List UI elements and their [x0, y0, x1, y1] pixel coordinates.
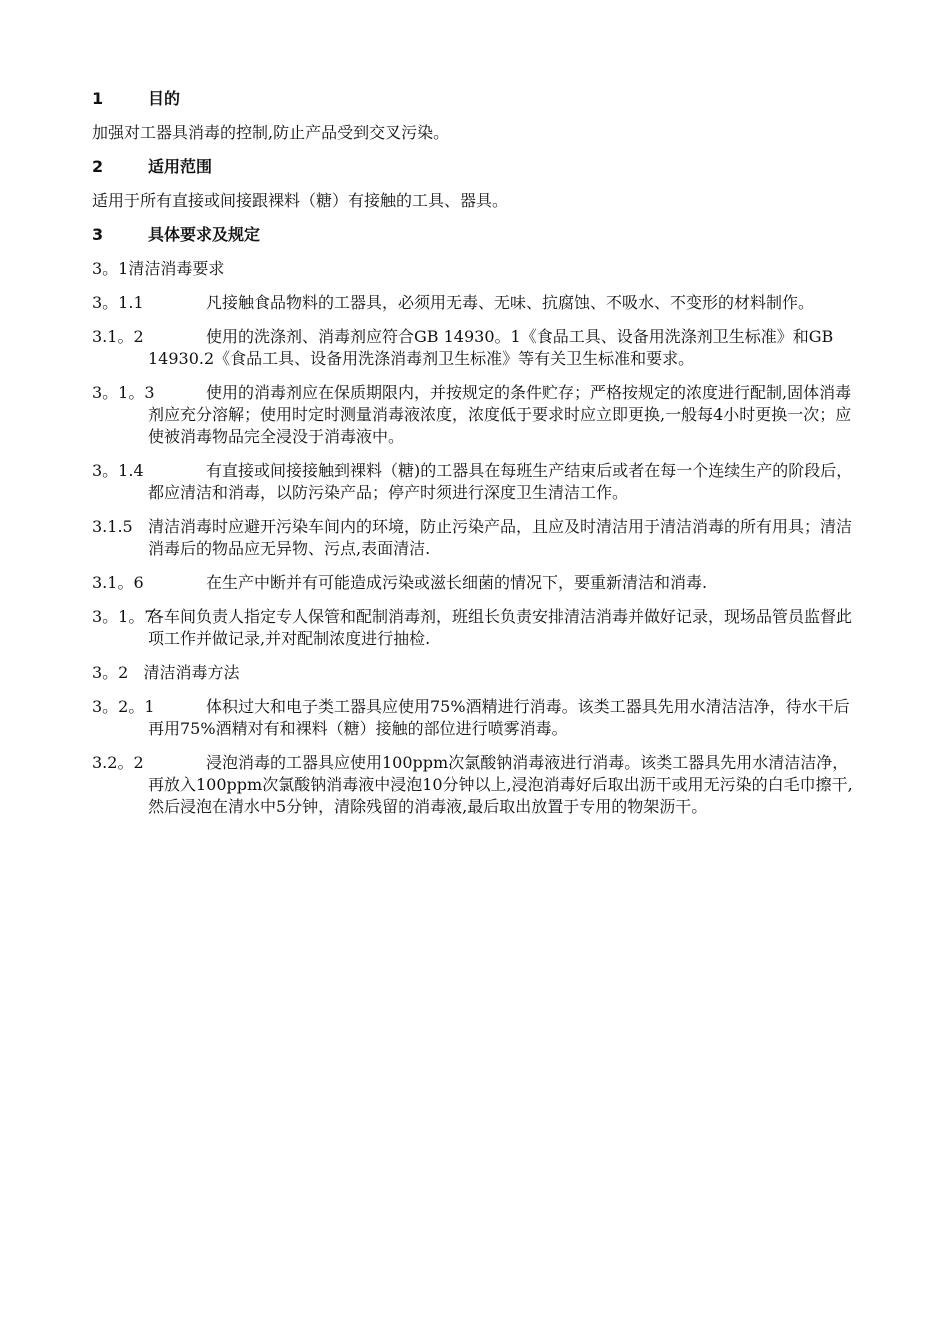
item-text: 使用的消毒剂应在保质期限内，并按规定的条件贮存；严格按规定的浓度进行配制,固体消毒剂应充分溶解；使用时定时测量消毒液浓度，浓度低于要求时应立即更换,一般每4小时更换一次；应使被消毒物品完全浸没于消毒液中。: [148, 383, 852, 446]
list-item: [92, 326, 860, 370]
item-text: 使用的洗涤剂、消毒剂应符合GB 14930。1《食品工具、设备用洗涤剂卫生标准》和GB 14930.2《食品工具、设备用洗涤消毒剂卫生标准》等有关卫生标准和要求。: [148, 327, 834, 368]
list-item: [92, 292, 860, 314]
subsection-3-2-title: [92, 662, 860, 684]
item-text: 浸泡消毒的工器具应使用100ppm次氯酸钠消毒液进行消毒。该类工器具先用水清洁洁净，再放入100ppm次氯酸钠消毒液中浸泡10分钟以上,浸泡消毒好后取出沥干或用无污染的白毛巾擦干,然后浸泡在清水中5分钟，清除残留的消毒液,最后取出放置于专用的物架沥干。: [148, 753, 853, 816]
list-item: [92, 752, 860, 818]
list-item: [92, 572, 860, 594]
subsection-3-2-text: 清洁消毒方法: [143, 663, 240, 682]
section-3-title: 具体要求及规定: [148, 225, 261, 244]
item-text: 体积过大和电子类工器具应使用75%酒精进行消毒。该类工器具先用水清洁洁净，待水干后再用75%酒精对有和裸料（糖）接触的部位进行喷雾消毒。: [148, 697, 850, 738]
item-label: 3。2。1: [92, 697, 155, 716]
item-text: 凡接触食品物料的工器具，必须用无毒、无味、抗腐蚀、不吸水、不变形的材料制作。: [206, 293, 815, 312]
section-1-heading: [92, 88, 860, 110]
item-text: 清洁消毒时应避开污染车间内的环境，防止污染产品，且应及时清洁用于清洁消毒的所有用具；清洁消毒后的物品应无异物、污点,表面清洁.: [148, 517, 853, 558]
item-label: 3。1.4: [92, 461, 144, 480]
item-label: 3。1。7: [92, 607, 155, 626]
item-label: 3。1。3: [92, 383, 155, 402]
section-1-text: 加强对工器具消毒的控制,防止产品受到交叉污染。: [92, 123, 450, 142]
list-item: [92, 460, 860, 504]
list-item: [92, 382, 860, 448]
section-2-title: 适用范围: [148, 157, 213, 176]
document-page: [92, 88, 860, 830]
subsection-3-1-title: 3。1清洁消毒要求: [92, 259, 225, 278]
item-label: 3.1。2: [92, 327, 144, 346]
list-item: [92, 696, 860, 740]
list-item: [92, 516, 860, 560]
item-label: 3.1。6: [92, 573, 144, 592]
section-3-heading: [92, 224, 860, 246]
section-1-title: 目的: [148, 89, 181, 108]
list-item: [92, 606, 860, 650]
section-1-number: 1: [92, 89, 104, 108]
item-text: 在生产中断并有可能造成污染或滋长细菌的情况下，要重新清洁和消毒.: [206, 573, 708, 592]
section-3-number: 3: [92, 225, 104, 244]
subsection-3-2-label: 3。2: [92, 663, 129, 682]
section-2-number: 2: [92, 157, 104, 176]
item-label: 3.1.5: [92, 517, 133, 536]
item-label: 3.2。2: [92, 753, 144, 772]
item-text: 有直接或间接接触到裸料（糖)的工器具在每班生产结束后或者在每一个连续生产的阶段后，都应清洁和消毒，以防污染产品；停产时须进行深度卫生清洁工作。: [148, 461, 853, 502]
section-2-heading: [92, 156, 860, 178]
item-text: 各车间负责人指定专人保管和配制消毒剂，班组长负责安排清洁消毒并做好记录，现场品管员监督此项工作并做记录,并对配制浓度进行抽检.: [148, 607, 853, 648]
item-label: 3。1.1: [92, 293, 144, 312]
section-2-text: 适用于所有直接或间接跟裸料（糖）有接触的工具、器具。: [92, 191, 509, 210]
